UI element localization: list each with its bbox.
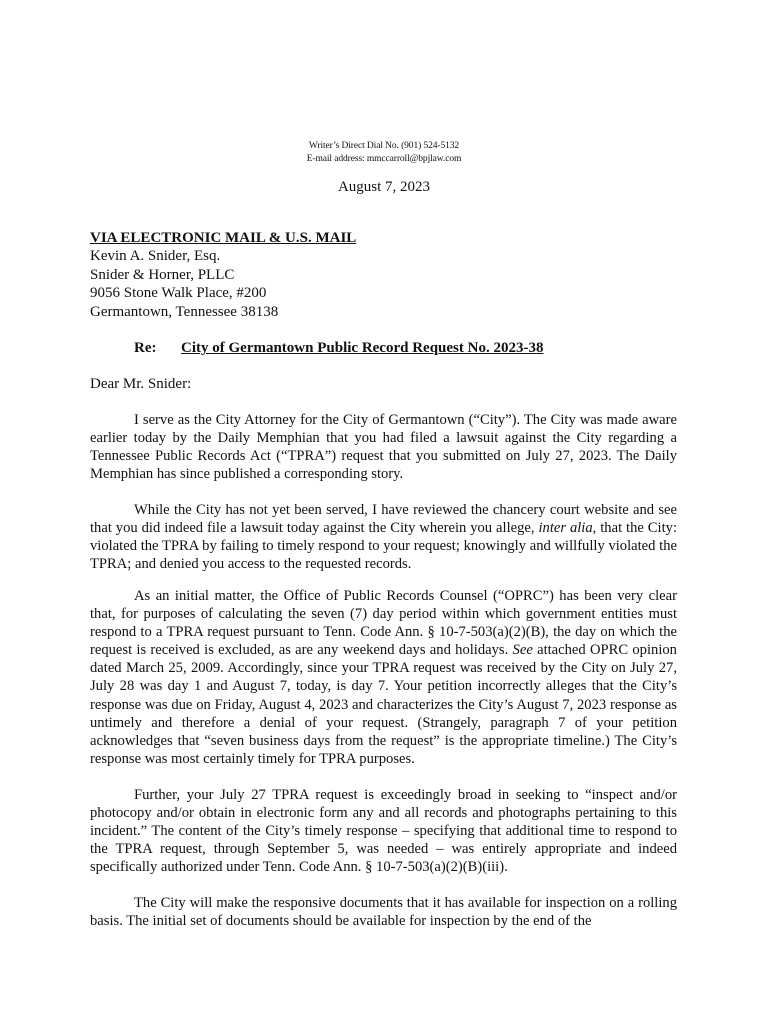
body-paragraph-2: While the City has not yet been served, I have reviewed the chancery court website and see that you did indeed file a lawsuit today against the City wherein you allege, inter alia, that the City: violated the TPRA by failing to timely respond to your request; knowingly and willfully violated the TPRA; and denied you access to the requested records. bbox=[90, 502, 677, 573]
italic-see: See bbox=[512, 642, 533, 659]
salutation: Dear Mr. Snider: bbox=[90, 376, 192, 392]
recipient-block bbox=[90, 229, 356, 321]
recipient-firm: Snider & Horner, PLLC bbox=[90, 266, 235, 283]
delivery-method: VIA ELECTRONIC MAIL & U.S. MAIL bbox=[90, 230, 357, 246]
re-subject: City of Germantown Public Record Request No. 2023-38 bbox=[181, 340, 544, 356]
body-paragraph-3: As an initial matter, the Office of Public Records Counsel (“OPRC”) has been very clear that, for purposes of calculating the seven (7) day period within which government entities must respond to a TPRA request pursuant to Tenn. Code Ann. § 10-7-503(a)(2)(B), the day on which the request is received is excluded, as are any weekend days and holidays. See attached OPRC opinion dated March 25, 2009. Accordingly, since your TPRA request was received by the City on July 27, July 28 was day 1 and August 7, today, is day 7. Your petition incorrectly alleges that the City’s response was due on Friday, August 4, 2023 and characterizes the City’s August 7, 2023 response as untimely and therefore a denial of your request. (Strangely, paragraph 7 of your petition acknowledges that “seven business days from the request” is the appropriate timeline.) The City’s response was most certainly timely for TPRA purposes. bbox=[90, 588, 677, 767]
body-paragraph-5: The City will make the responsive documents that it has available for inspection on a rolling basis. The initial set of documents should be available for inspection by the end of the bbox=[90, 895, 677, 930]
re-label: Re: bbox=[134, 340, 157, 356]
email-line: E-mail address: mmccarroll@bpjlaw.com bbox=[306, 154, 462, 164]
direct-dial-line: Writer’s Direct Dial No. (901) 524-5132 bbox=[308, 141, 460, 151]
re-line bbox=[134, 339, 544, 357]
body-paragraph-1: I serve as the City Attorney for the City of Germantown (“City”). The City was made aware earlier today by the Daily Memphian that you had filed a lawsuit against the City regarding a Tennessee Public Records Act (“TPRA”) request that you submitted on July 27, 2023. The Daily Memphian has since published a corresponding story. bbox=[90, 412, 677, 483]
letter-date: August 7, 2023 bbox=[337, 179, 431, 195]
recipient-street: 9056 Stone Walk Place, #200 bbox=[90, 285, 267, 302]
italic-inter-alia: inter alia bbox=[538, 520, 593, 537]
recipient-name: Kevin A. Snider, Esq. bbox=[90, 248, 221, 265]
body-paragraph-4: Further, your July 27 TPRA request is exceedingly broad in seeking to “inspect and/or photocopy and/or obtain in electronic form any and all records and photographs pertaining to this incident.” The content of the City’s timely response – specifying that additional time to respond to the TPRA request, through September 5, was needed – was entirely appropriate and indeed specifically authorized under Tenn. Code Ann. § 10-7-503(a)(2)(B)(iii). bbox=[90, 787, 677, 876]
recipient-city: Germantown, Tennessee 38138 bbox=[90, 303, 279, 320]
